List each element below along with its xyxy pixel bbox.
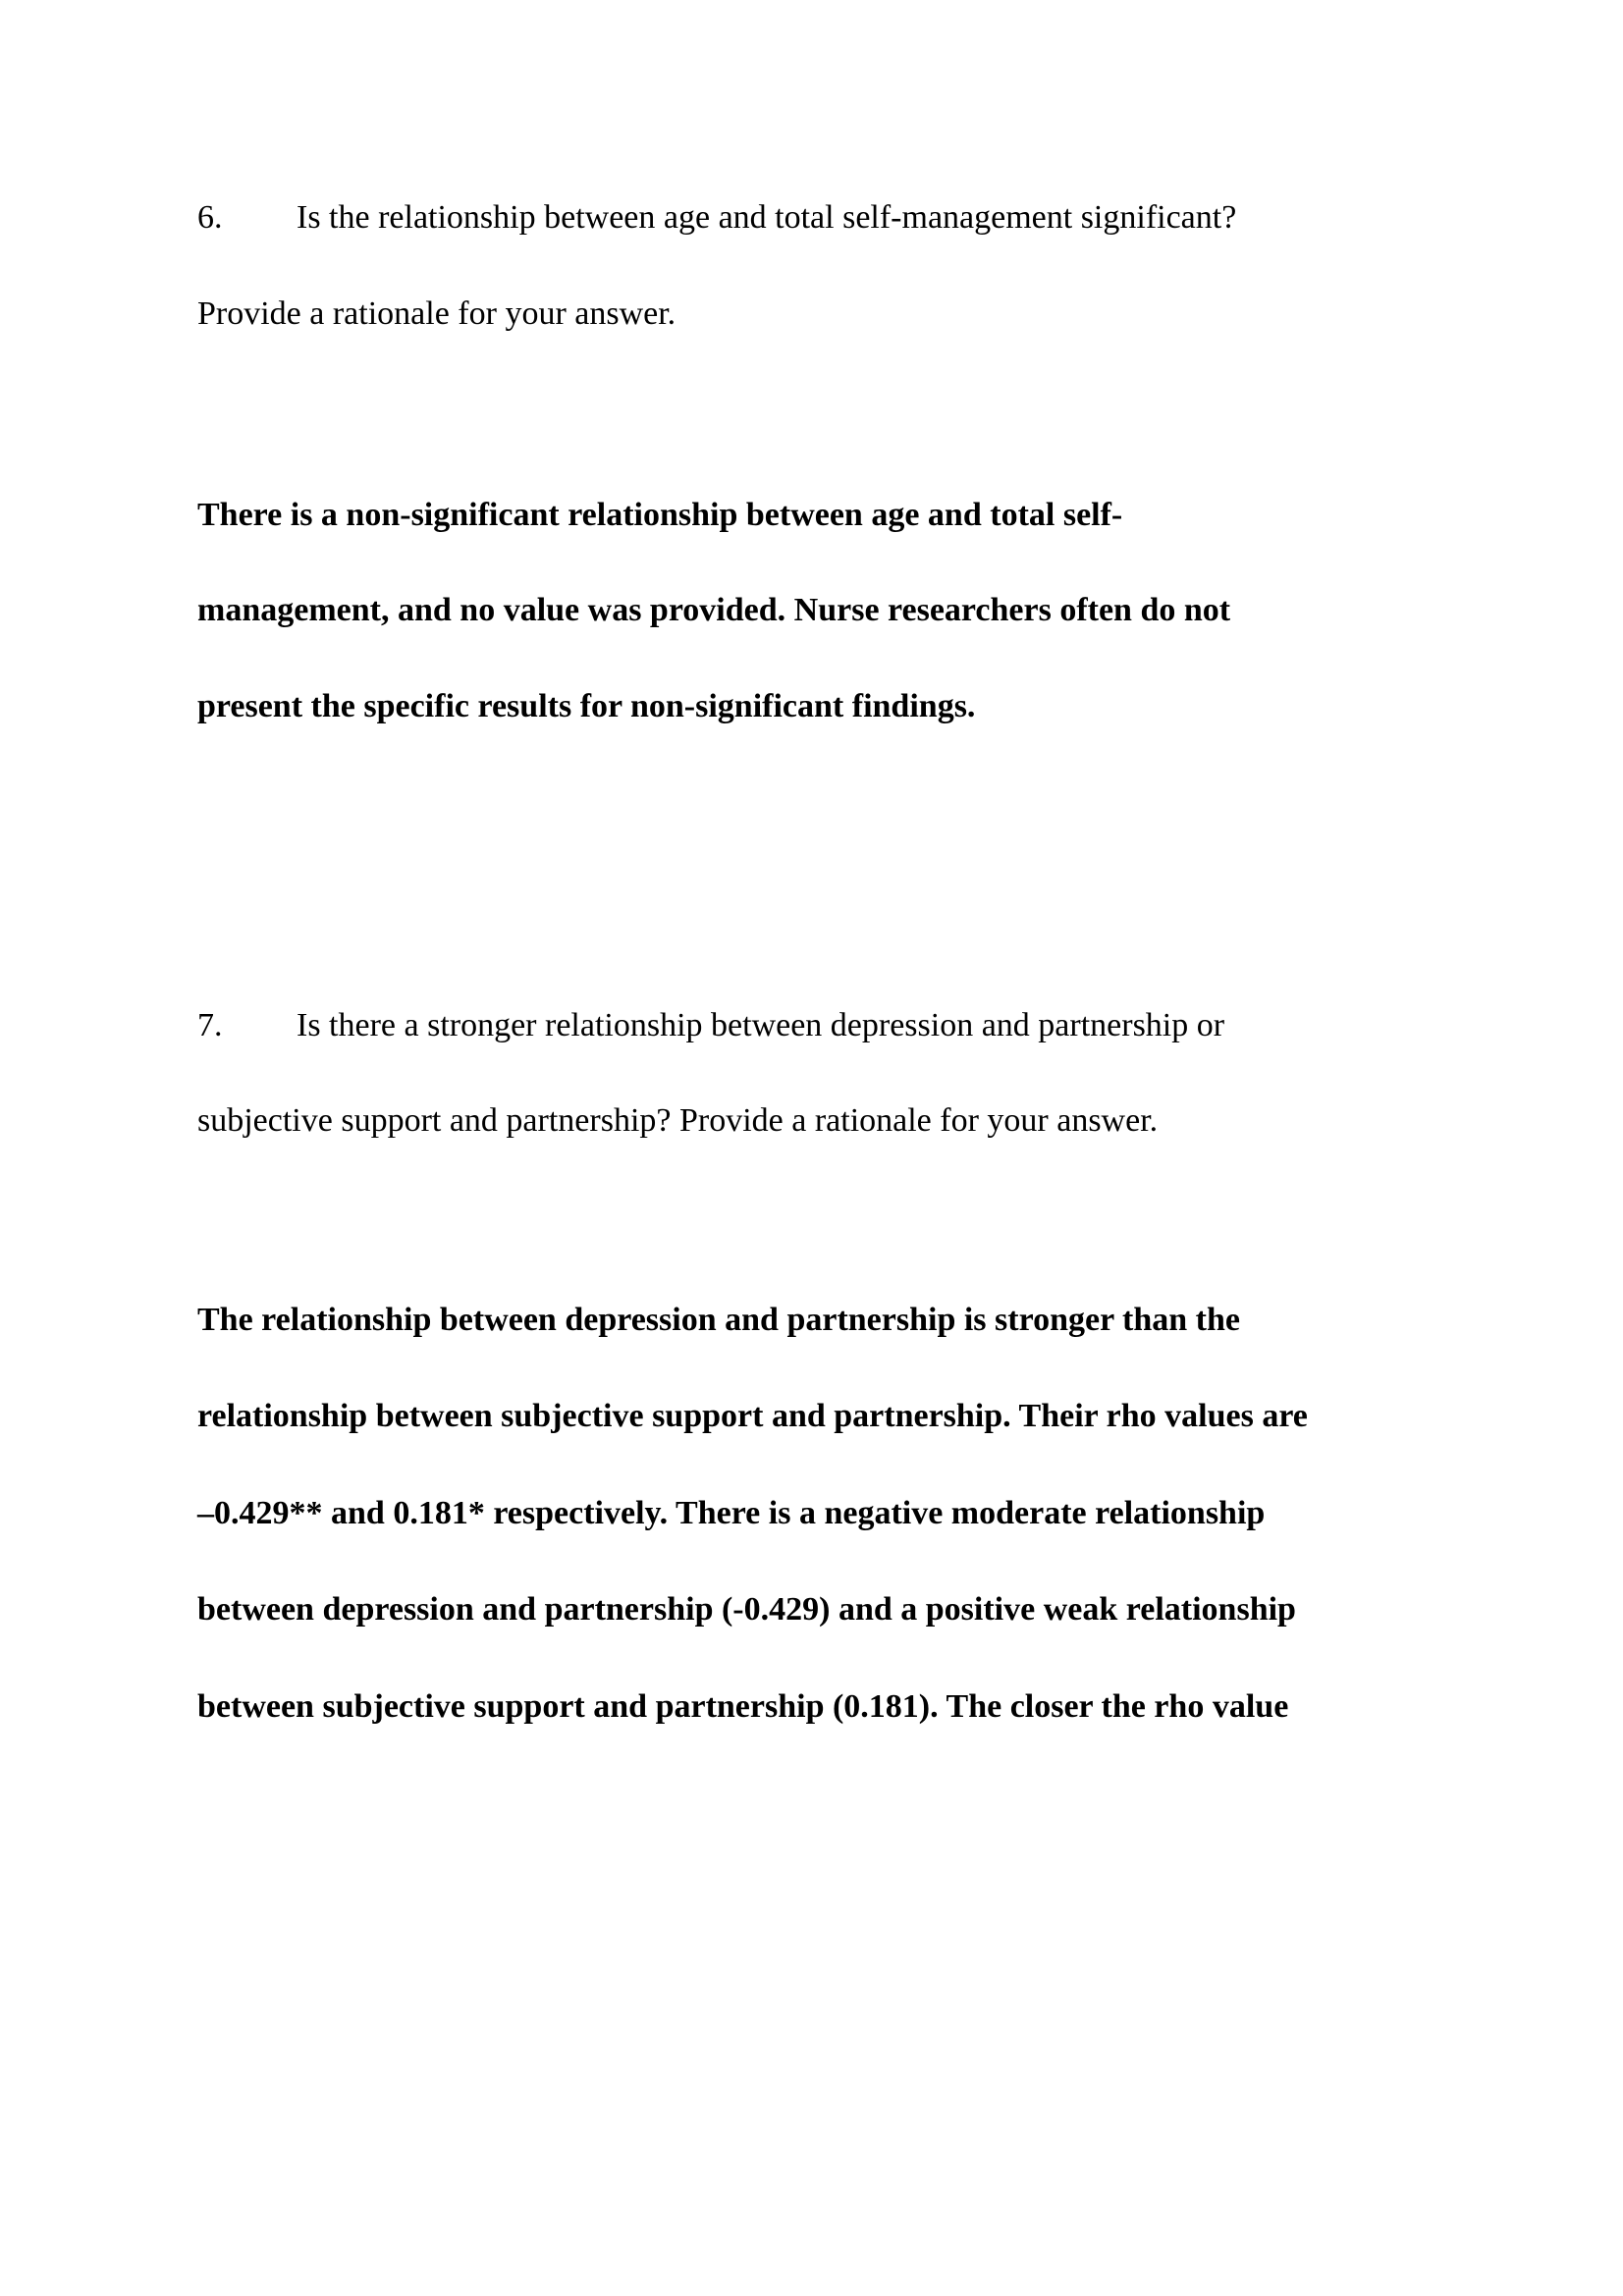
answer-text: present the specific results for non-significant findings. — [197, 688, 976, 724]
question-text: Is the relationship between age and total self-management significant? — [297, 199, 1237, 236]
answer-text: management, and no value was provided. Nurse researchers often do not — [197, 592, 1231, 628]
question-text: subjective support and partnership? Provide a rationale for your answer. — [197, 1102, 1159, 1139]
question-text: Provide a rationale for your answer. — [197, 295, 676, 332]
answer-text: The relationship between depression and partnership is stronger than the — [197, 1302, 1241, 1338]
answer-text: –0.429** and 0.181* respectively. There is a negative moderate relationship — [197, 1495, 1266, 1531]
question-text: Is there a stronger relationship between depression and partnership or — [297, 1007, 1225, 1043]
answer-text: There is a non-significant relationship between age and total self- — [197, 497, 1123, 533]
answer-text: between subjective support and partnership (0.181). The closer the rho value — [197, 1688, 1289, 1725]
question-number: 6. — [197, 199, 223, 236]
answer-text: between depression and partnership (-0.429) and a positive weak relationship — [197, 1591, 1296, 1628]
question-number: 7. — [197, 1007, 223, 1043]
answer-text: relationship between subjective support and partnership. Their rho values are — [197, 1398, 1308, 1434]
